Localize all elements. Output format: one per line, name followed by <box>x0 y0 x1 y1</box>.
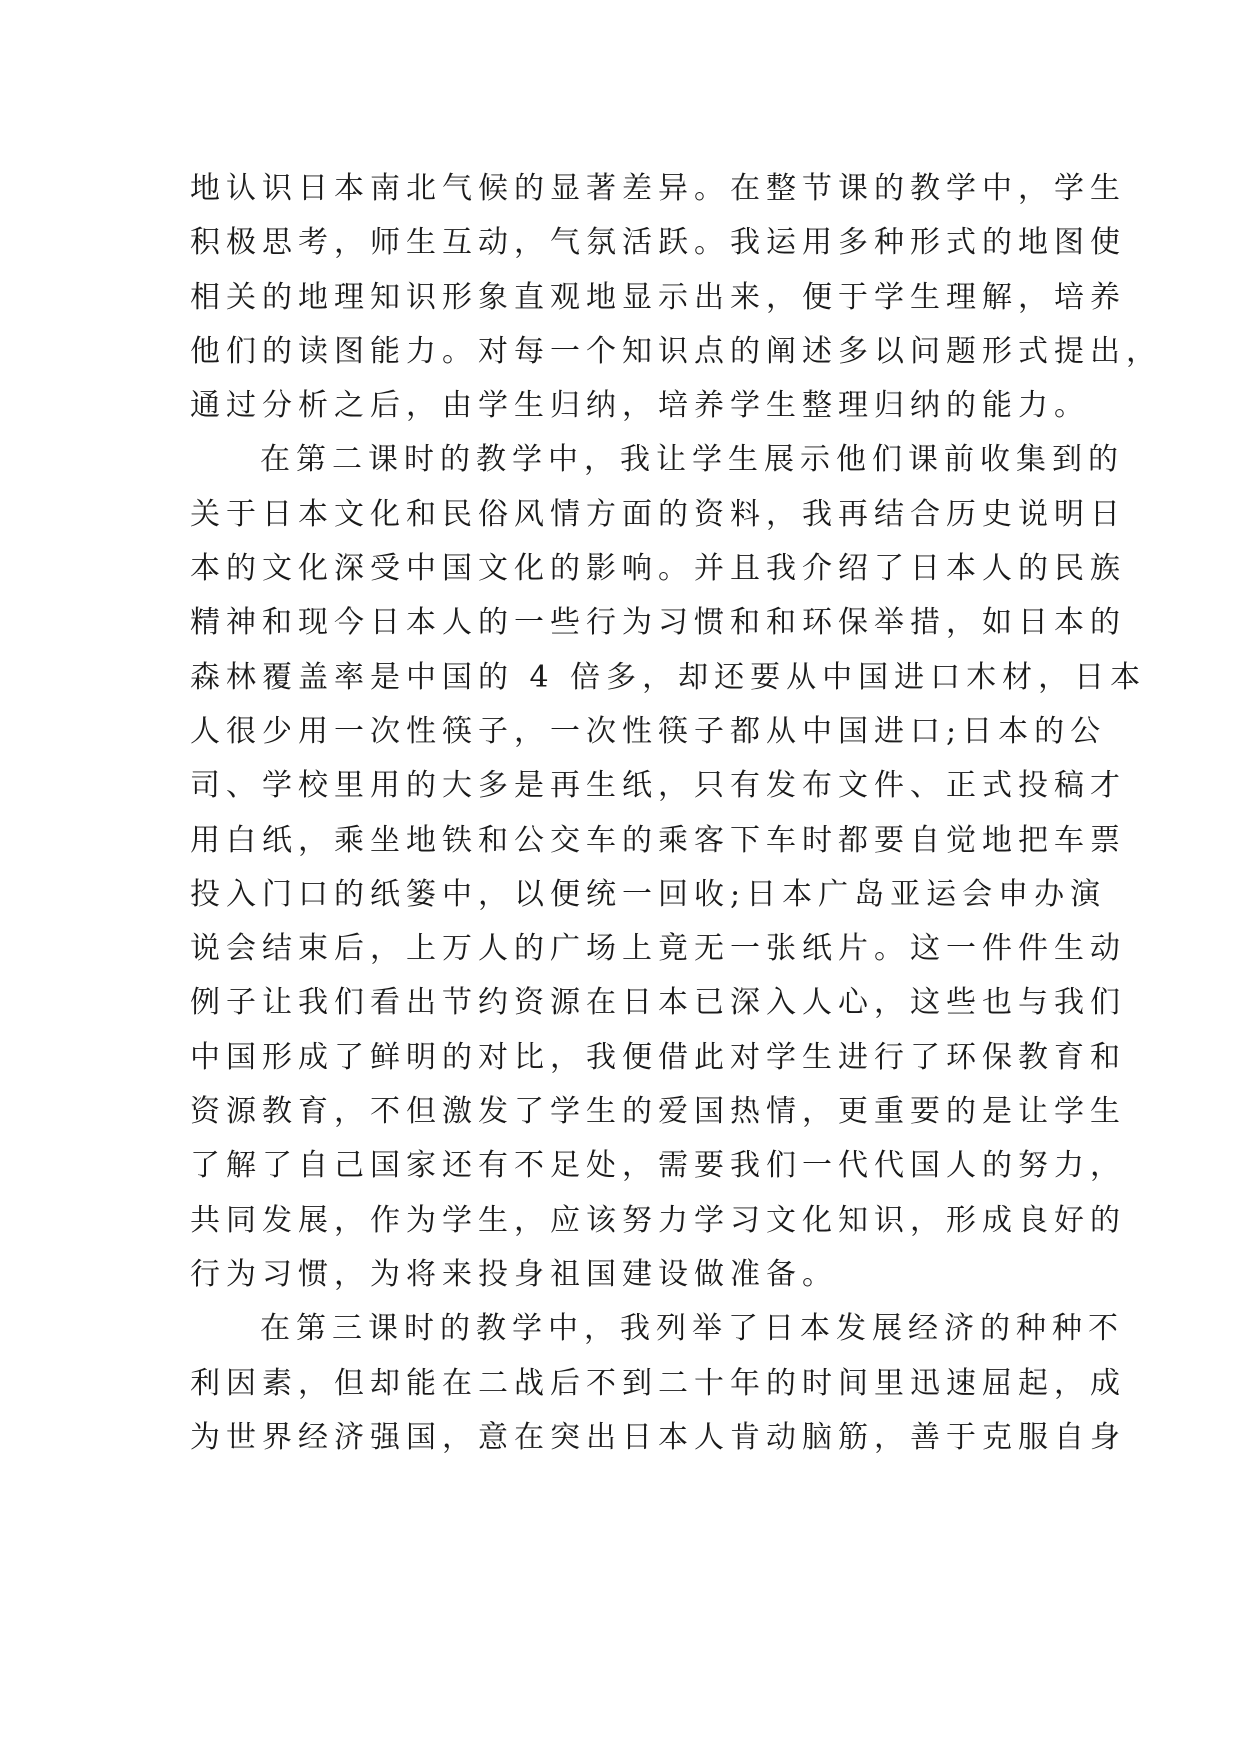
text-line: 例子让我们看出节约资源在日本已深入人心，这些也与我们 <box>190 985 1126 1021</box>
text-line: 中国形成了鲜明的对比，我便借此对学生进行了环保教育和 <box>190 1039 1126 1075</box>
text-line: 他们的读图能力。对每一个知识点的阐述多以问题形式提出， <box>190 333 1162 369</box>
text-line: 用白纸，乘坐地铁和公交车的乘客下车时都要自觉地把车票 <box>190 822 1126 858</box>
text-line: 了解了自己国家还有不足处，需要我们一代代国人的努力， <box>190 1148 1126 1184</box>
body-text <box>190 162 1162 1465</box>
text-line: 说会结束后，上万人的广场上竟无一张纸片。这一件件生动 <box>190 931 1126 967</box>
text-line: 通过分析之后，由学生归纳，培养学生整理归纳的能力。 <box>190 388 1090 424</box>
text-line: 地认识日本南北气候的显著差异。在整节课的教学中，学生 <box>190 171 1126 206</box>
text-line: 积极思考，师生互动，气氛活跃。我运用多种形式的地图使 <box>190 225 1126 261</box>
text-line: 精神和现今日本人的一些行为习惯和和环保举措，如日本的 <box>190 605 1126 641</box>
text-line: 行为习惯，为将来投身祖国建设做准备。 <box>190 1256 838 1292</box>
text-line: 投入门口的纸篓中，以便统一回收;日本广岛亚运会申办演 <box>190 876 1107 912</box>
text-line: 关于日本文化和民俗风情方面的资料，我再结合历史说明日 <box>190 496 1126 532</box>
text-line: 为世界经济强国，意在突出日本人肯动脑筋，善于克服自身 <box>190 1419 1126 1455</box>
text-line: 共同发展，作为学生，应该努力学习文化知识，形成良好的 <box>190 1202 1126 1238</box>
text-line: 资源教育，不但激发了学生的爱国热情，更重要的是让学生 <box>190 1094 1126 1130</box>
text-line: 人很少用一次性筷子，一次性筷子都从中国进口;日本的公 <box>190 713 1107 749</box>
text-line: 利因素，但却能在二战后不到二十年的时间里迅速屈起，成 <box>190 1365 1126 1401</box>
text-line: 相关的地理知识形象直观地显示出来，便于学生理解，培养 <box>190 279 1126 315</box>
text-line: 森林覆盖率是中国的 4 倍多，却还要从中国进口木材，日本 <box>190 659 1147 695</box>
text-line: 司、学校里用的大多是再生纸，只有发布文件、正式投稿才 <box>190 768 1126 804</box>
text-line: 本的文化深受中国文化的影响。并且我介绍了日本人的民族 <box>190 551 1126 587</box>
paragraph-start-line: 在第三课时的教学中，我列举了日本发展经济的种种不 <box>260 1311 1124 1347</box>
paragraph-start-line: 在第二课时的教学中，我让学生展示他们课前收集到的 <box>260 442 1124 478</box>
